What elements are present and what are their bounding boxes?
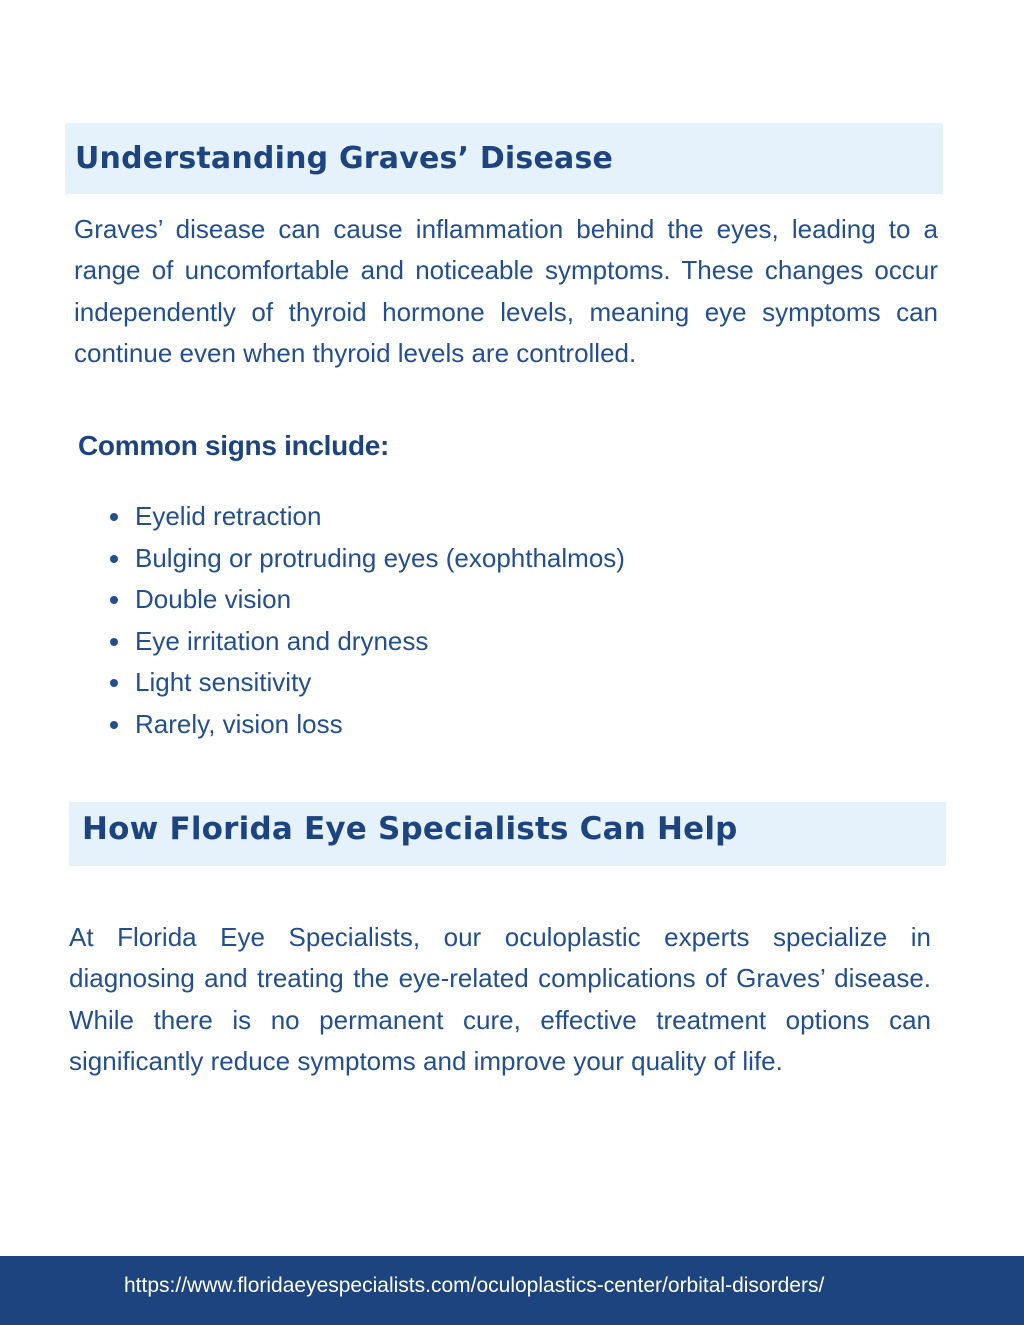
section-heading-banner	[69, 802, 946, 866]
list-item-text: Bulging or protruding eyes (exophthalmos)	[135, 542, 625, 573]
bullet-icon	[110, 638, 118, 646]
list-item-text: Light sensitivity	[135, 667, 312, 697]
bullet-icon	[110, 721, 118, 729]
list-item	[110, 621, 625, 663]
footer-bar	[0, 1256, 1024, 1325]
list-item	[110, 579, 625, 621]
list-item	[110, 662, 625, 704]
section-heading-banner	[65, 123, 943, 194]
list-item	[110, 704, 625, 746]
help-paragraph: At Florida Eye Specialists, our oculoplastic experts specialize in diagnosing and treating the eye-related complications of Graves’ disease. While there is no permanent cure, effective treatment options can significantly reduce symptoms and improve your quality of life.	[69, 922, 931, 1076]
signs-list	[110, 496, 625, 745]
signs-heading: Common signs include:	[78, 430, 390, 461]
section-heading: Understanding Graves’ Disease	[75, 141, 614, 176]
bullet-icon	[110, 555, 118, 563]
footer-url-link[interactable]: https://www.floridaeyespecialists.com/oculoplastics-center/orbital-disorders/	[124, 1274, 825, 1297]
list-item-text: Eyelid retraction	[135, 501, 322, 531]
section-heading: How Florida Eye Specialists Can Help	[82, 811, 738, 847]
list-item-text: Rarely, vision loss	[135, 708, 343, 739]
intro-paragraph: Graves’ disease can cause inflammation behind the eyes, leading to a range of uncomfortable and noticeable symptoms. These changes occur independently of thyroid hormone levels, meaning eye symptoms can continue even when thyroid levels are controlled.	[74, 214, 938, 368]
list-item-text: Eye irritation and dryness	[135, 625, 429, 656]
bullet-icon	[110, 513, 118, 521]
bullet-icon	[110, 679, 118, 687]
list-item	[110, 496, 625, 538]
bullet-icon	[110, 596, 118, 604]
list-item	[110, 538, 625, 580]
list-item-text: Double vision	[135, 584, 292, 614]
